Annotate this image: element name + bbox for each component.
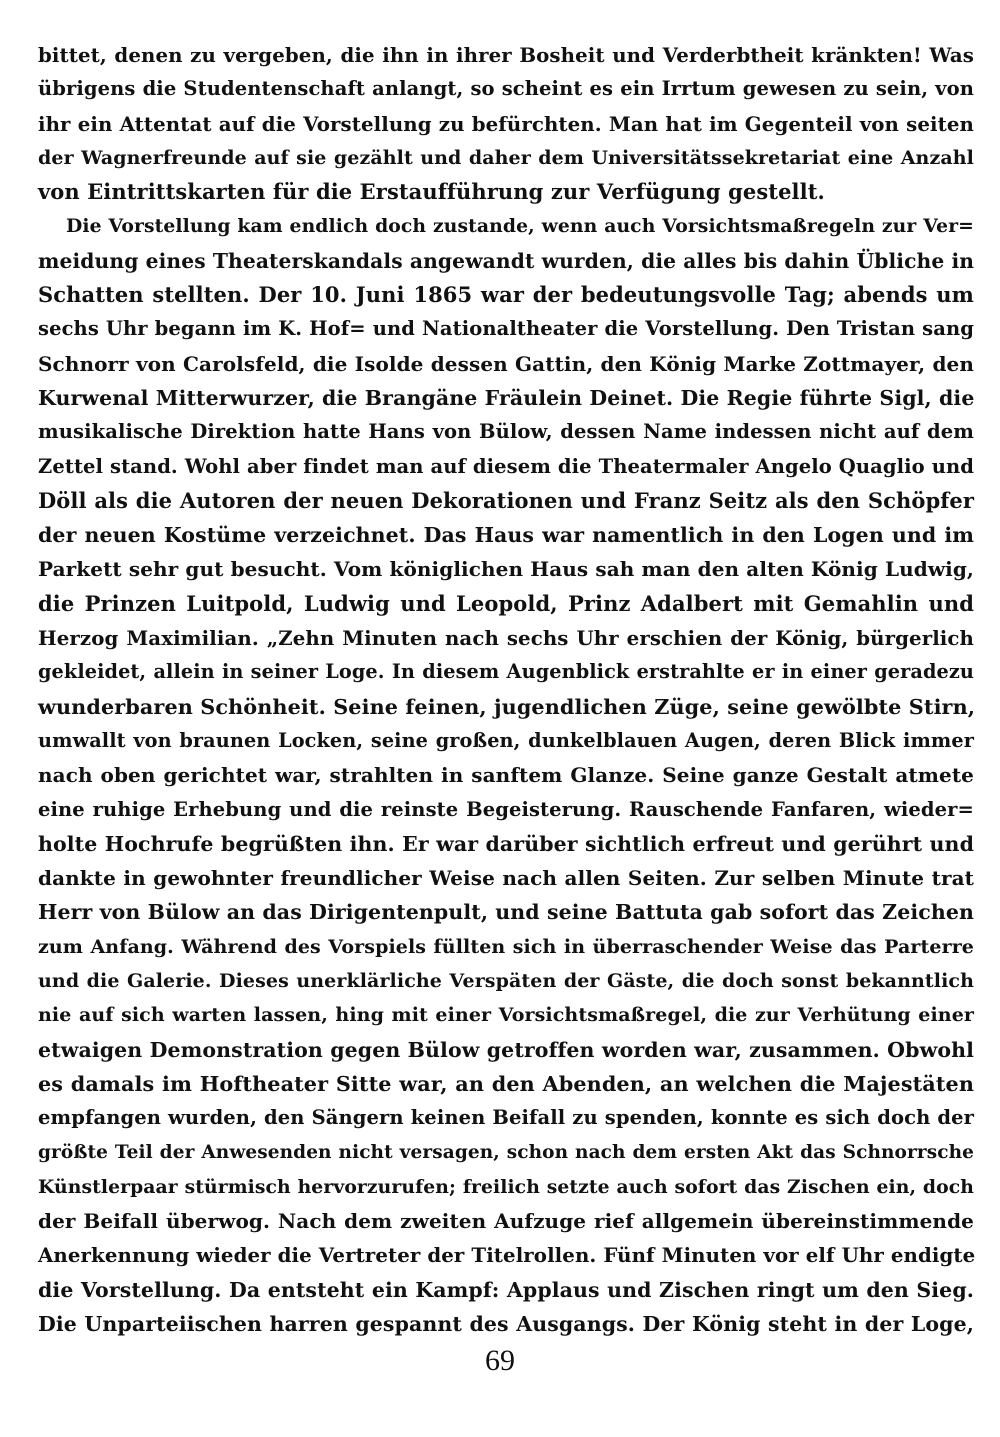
text-line: musikalische Direktion hatte Hans von Bülow, dessen Name indessen nicht auf dem bbox=[38, 420, 974, 444]
text-line: Parkett sehr gut besucht. Vom königlichen Haus sah man den alten König Ludwig, bbox=[38, 557, 974, 582]
text-line: Künstlerpaar stürmisch hervorzurufen; freilich setzte auch sofort das Zischen ein, doch bbox=[38, 1175, 974, 1198]
text-line: Zettel stand. Wohl aber findet man auf diesem die Theatermaler Angelo Quaglio und bbox=[38, 454, 974, 478]
text-line: Die Unparteiischen harren gespannt des Ausgangs. Der König steht in der Loge, bbox=[38, 1311, 974, 1336]
text-line: sechs Uhr begann im K. Hof= und Nationaltheater die Vorstellung. Den Tristan sang bbox=[38, 317, 974, 341]
text-line: die Vorstellung. Da entsteht ein Kampf: Applaus und Zischen ringt um den Sieg. bbox=[38, 1277, 974, 1302]
text-line: Kurwenal Mitterwurzer, die Brangäne Fräulein Deinet. Die Regie führte Sigl, die bbox=[38, 385, 975, 410]
text-line: Döll als die Autoren der neuen Dekorationen und Franz Seitz als den Schöpfer bbox=[38, 487, 974, 513]
text-line: holte Hochrufe begrüßten ihn. Er war darüber sichtlich erfreut und gerührt und bbox=[38, 831, 974, 856]
text-line: eine ruhige Erhebung und die reinste Begeisterung. Rauschende Fanfaren, wieder= bbox=[38, 797, 974, 821]
text-line: und die Galerie. Dieses unerklärliche Verspäten der Gäste, die doch sonst bekanntlich bbox=[38, 970, 974, 993]
text-line: umwallt von braunen Locken, seine großen, dunkelblauen Augen, deren Blick immer bbox=[38, 728, 974, 752]
text-line: zum Anfang. Während des Vorspiels füllten sich in überraschender Weise das Parterre bbox=[38, 935, 974, 958]
text-line: Anerkennung wieder die Vertreter der Titelrollen. Fünf Minuten vor elf Uhr endigte bbox=[38, 1243, 976, 1268]
text-line: empfangen wurden, den Sängern keinen Beifall zu spenden, konnte es sich doch der bbox=[38, 1106, 974, 1130]
text-line: ihr ein Attentat auf die Vorstellung zu befürchten. Man hat im Gegenteil von seiten bbox=[38, 111, 974, 136]
paragraph-start-line: Die Vorstellung kam endlich doch zustande, wenn auch Vorsichtsmaßregeln zur Ver= bbox=[66, 215, 974, 238]
text-line: Schatten stellten. Der 10. Juni 1865 war der bedeutungsvolle Tag; abends um bbox=[38, 282, 974, 308]
text-line: nie auf sich warten lassen, hing mit einer Vorsichtsmaßregel, die zur Verhütung einer bbox=[38, 1004, 974, 1027]
text-line: Herr von Bülow an das Dirigentenpult, und seine Battuta gab sofort das Zeichen bbox=[38, 900, 974, 925]
text-line: übrigens die Studentenschaft anlangt, so scheint es ein Irrtum gewesen zu sein, von bbox=[38, 77, 974, 101]
page-number: 69 bbox=[485, 1344, 515, 1377]
text-line: gekleidet, allein in seiner Loge. In diesem Augenblick erstrahlte er in einer geradezu bbox=[38, 660, 974, 684]
text-line: wunderbaren Schönheit. Seine feinen, jugendlichen Züge, seine gewölbte Stirn, bbox=[38, 694, 976, 719]
text-line: größte Teil der Anwesenden nicht versagen, schon nach dem ersten Akt das Schnorrsche bbox=[38, 1141, 974, 1163]
text-line: der neuen Kostüme verzeichnet. Das Haus war namentlich in den Logen und im bbox=[38, 523, 974, 548]
text-line: etwaigen Demonstration gegen Bülow getroffen worden war, zusammen. Obwohl bbox=[38, 1037, 974, 1062]
text-line: nach oben gerichtet war, strahlten in sanftem Glanze. Seine ganze Gestalt atmete bbox=[38, 763, 974, 788]
text-line: Herzog Maximilian. „Zehn Minuten nach sechs Uhr erschien der König, bürgerlich bbox=[38, 626, 974, 651]
text-line: bittet, denen zu vergeben, die ihn in ihrer Bosheit und Verderbtheit kränkten! Was bbox=[38, 43, 974, 67]
text-line: Schnorr von Carolsfeld, die Isolde dessen Gattin, den König Marke Zottmayer, den bbox=[38, 351, 974, 376]
text-line: der Beifall überwog. Nach dem zweiten Aufzuge rief allgemein übereinstimmende bbox=[38, 1209, 974, 1234]
page-body bbox=[38, 38, 974, 1341]
text-line: der Wagnerfreunde auf sie gezählt und daher dem Universitätssekretariat eine Anzahl bbox=[38, 146, 974, 169]
text-line: es damals im Hoftheater Sitte war, an den Abenden, an welchen die Majestäten bbox=[38, 1071, 974, 1096]
text-line: von Eintrittskarten für die Erstaufführung zur Verfügung gestellt. bbox=[38, 179, 825, 205]
text-line: dankte in gewohnter freundlicher Weise nach allen Seiten. Zur selben Minute trat bbox=[38, 866, 974, 891]
text-line: die Prinzen Luitpold, Ludwig und Leopold, Prinz Adalbert mit Gemahlin und bbox=[38, 590, 974, 616]
text-line: meidung eines Theaterskandals angewandt wurden, die alles bis dahin Übliche in bbox=[38, 248, 975, 273]
